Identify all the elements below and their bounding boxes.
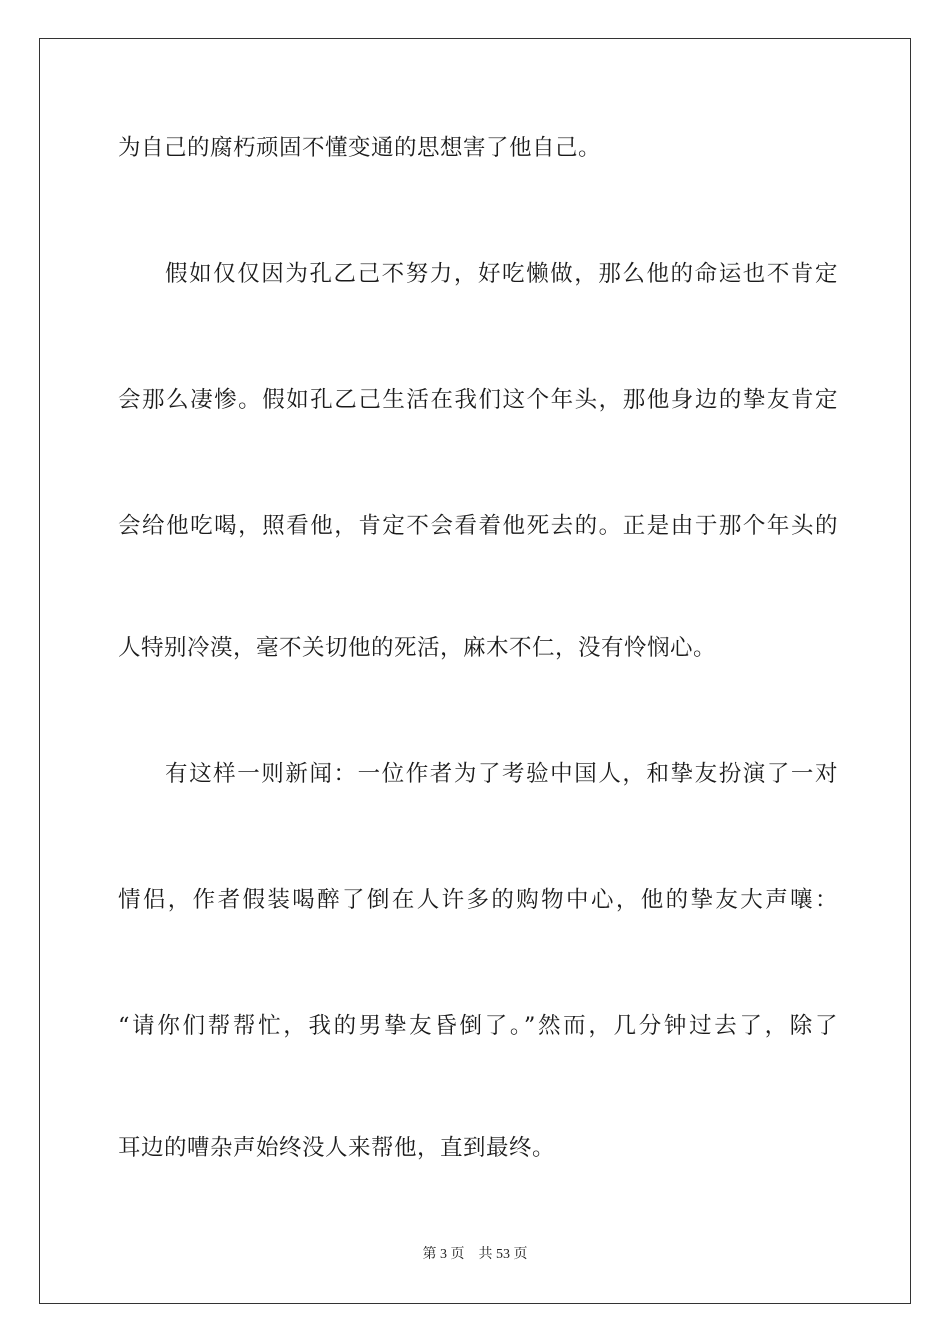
- text-line-5: 人特别冷漠，毫不关切他的死活，麻木不仁，没有怜悯心。: [118, 635, 717, 661]
- text-line-1: 为自己的腐朽顽固不懂变通的思想害了他自己。: [118, 135, 602, 161]
- text-line-9: 耳边的嘈杂声始终没人来帮他，直到最终。: [118, 1135, 556, 1161]
- text-line-7: 情侣，作者假装喝醉了倒在人许多的购物中心，他的挚友大声嚷：: [118, 887, 838, 913]
- page-total: 共 53 页: [478, 1247, 528, 1262]
- text-line-8: “请你们帮帮忙，我的男挚友昏倒了。”然而，几分钟过去了，除了: [118, 1013, 838, 1039]
- page-footer: [0, 1245, 950, 1265]
- text-line-2: 假如仅仅因为孔乙己不努力，好吃懒做，那么他的命运也不肯定: [165, 261, 838, 287]
- text-line-4: 会给他吃喝，照看他，肯定不会看着他死去的。正是由于那个年头的: [118, 513, 838, 539]
- page-number: 第 3 页: [422, 1247, 465, 1262]
- page-border: [39, 38, 911, 1304]
- text-line-6: 有这样一则新闻：一位作者为了考验中国人，和挚友扮演了一对: [165, 761, 838, 787]
- text-line-3: 会那么凄惨。假如孔乙己生活在我们这个年头，那他身边的挚友肯定: [118, 387, 838, 413]
